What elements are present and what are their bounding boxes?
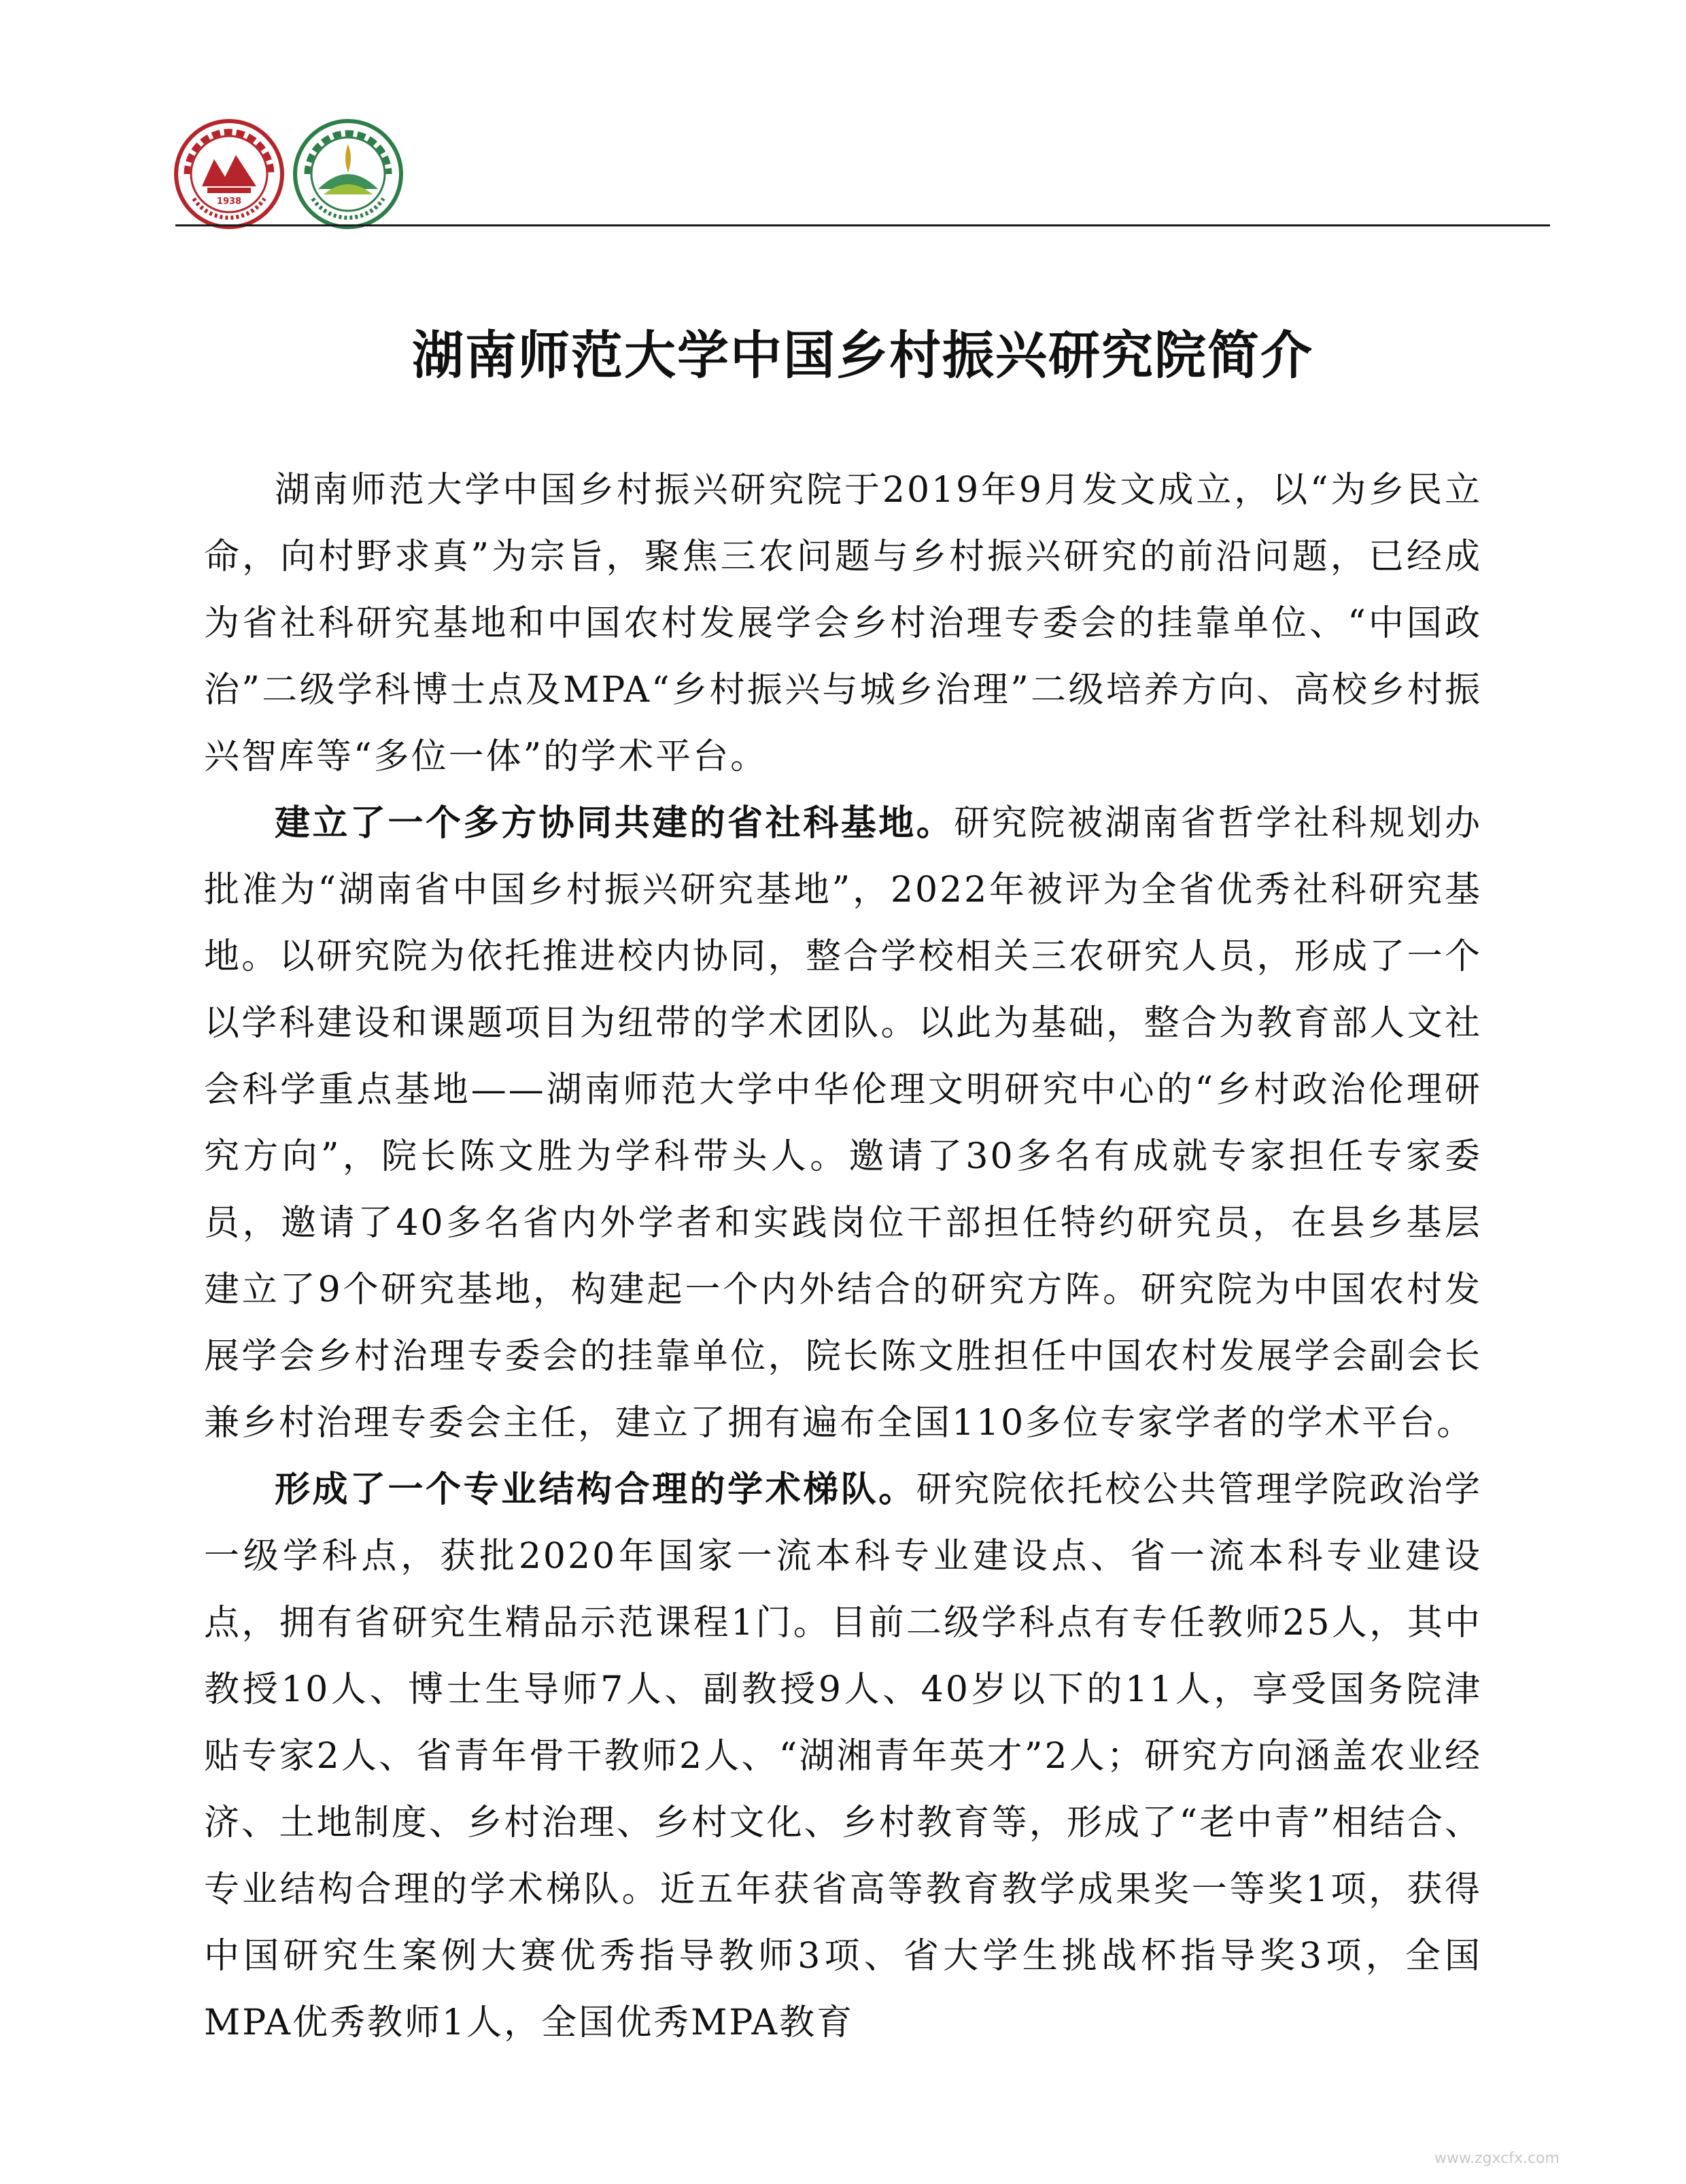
- watermark: www.zgxcfx.com: [1434, 2150, 1560, 2167]
- paragraph-intro: [204, 457, 1482, 790]
- paragraph-lead: 建立了一个多方协同共建的省社科基地。: [275, 802, 954, 844]
- paragraph-lead: 形成了一个专业结构合理的学术梯队。: [275, 1469, 916, 1510]
- paragraph-text: 研究院依托校公共管理学院政治学一级学科点，获批2020年国家一流本科专业建设点、省一流本科专业建设点，拥有省研究生精品示范课程1门。目前二级学科点有专任教师25人，其中教授10人、博士生导师7人、副教授9人、40岁以下的11人，享受国务院津贴专家2人、省青年骨干教师2人、“湖湘青年英才”2人；研究方向涵盖农业经济、土地制度、乡村治理、乡村文化、乡村教育等，形成了“老中青”相结合、专业结构合理的学术梯队。近五年获省高等教育教学成果奖一等奖1项，获得中国研究生案例大赛优秀指导教师3项、省大学生挑战杯指导奖3项，全国MPA优秀教师1人，全国优秀MPA教育: [204, 1469, 1482, 2043]
- paragraph-text: 湖南师范大学中国乡村振兴研究院于2019年9月发文成立，以“为乡民立命，向村野求真”为宗旨，聚焦三农问题与乡村振兴研究的前沿问题，已经成为省社科研究基地和中国农村发展学会乡村治理专委会的挂靠单位、“中国政治”二级学科博士点及MPA“乡村振兴与城乡治理”二级培养方向、高校乡村振兴智库等“多位一体”的学术平台。: [204, 470, 1482, 777]
- paragraph-academic-team: [204, 1456, 1482, 2056]
- hunan-normal-university-seal-icon: [173, 118, 285, 230]
- svg-text:1938: 1938: [216, 197, 242, 207]
- rural-revitalization-institute-seal-icon: [292, 118, 404, 230]
- header-divider: [175, 224, 1550, 226]
- paragraph-research-base: [204, 790, 1482, 1456]
- page-header: [0, 0, 1686, 231]
- document-body: [204, 457, 1482, 2056]
- document-title: 湖南师范大学中国乡村振兴研究院简介: [412, 325, 1313, 386]
- paragraph-text: 研究院被湖南省哲学社科规划办批准为“湖南省中国乡村振兴研究基地”，2022年被评为全省优秀社科研究基地。以研究院为依托推进校内协同，整合学校相关三农研究人员，形成了一个以学科建设和课题项目为纽带的学术团队。以此为基础，整合为教育部人文社会科学重点基地——湖南师范大学中华伦理文明研究中心的“乡村政治伦理研究方向”，院长陈文胜为学科带头人。邀请了30多名有成就专家担任专家委员，邀请了40多名省内外学者和实践岗位干部担任特约研究员，在县乡基层建立了9个研究基地，构建起一个内外结合的研究方阵。研究院为中国农村发展学会乡村治理专委会的挂靠单位，院长陈文胜担任中国农村发展学会副会长兼乡村治理专委会主任，建立了拥有遍布全国110多位专家学者的学术平台。: [204, 803, 1482, 1444]
